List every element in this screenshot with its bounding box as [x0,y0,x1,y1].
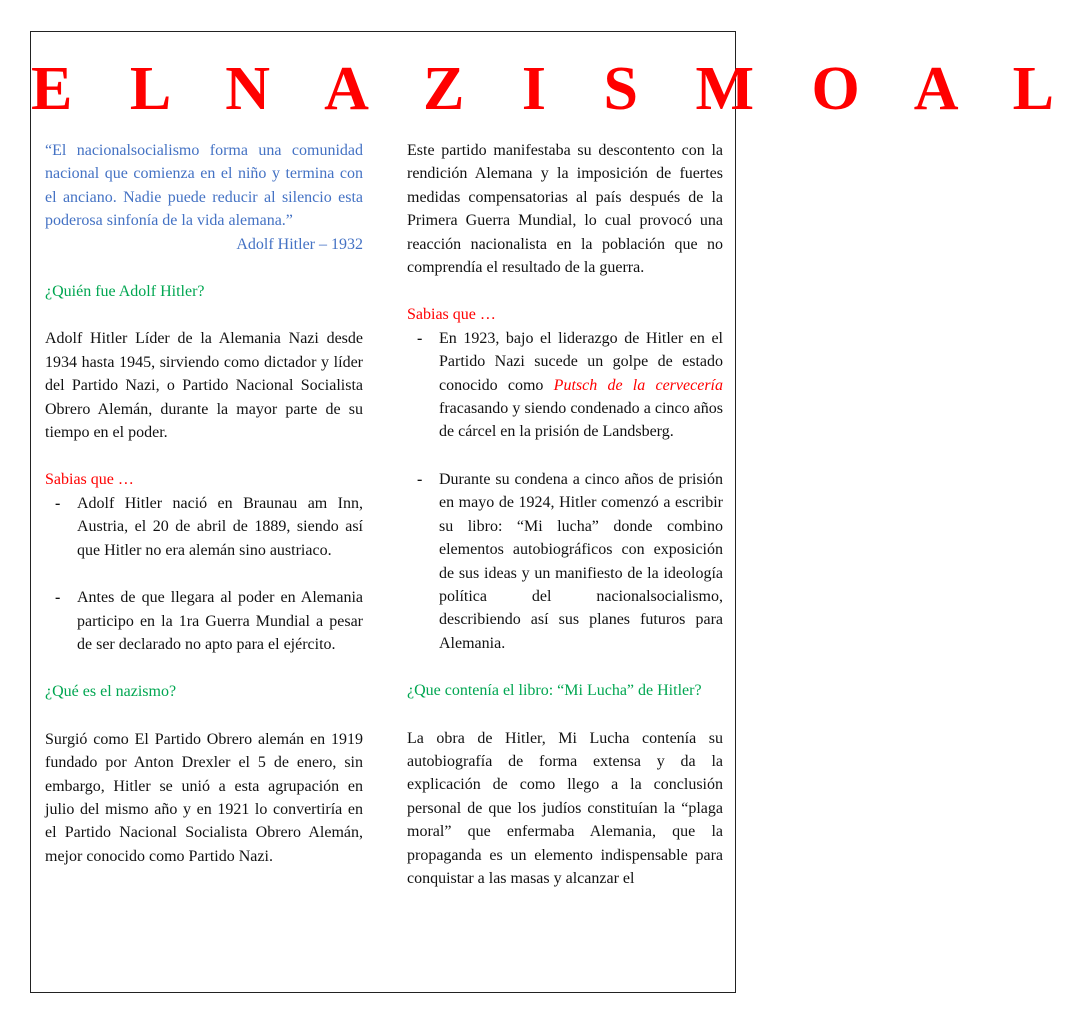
list-item-text: En 1923, bajo el liderazgo de Hitler en el Partido Nazi sucede un golpe de estado conocido como [439,329,723,394]
bullet-dash: - [55,589,61,607]
left-column [45,139,363,868]
right-column [407,139,723,890]
list-item-text: fracasando y siendo condenado a cinco años de cárcel en la prisión de Landsberg. [439,400,723,441]
list-item [407,327,723,444]
paragraph-what-is-nazism: Surgió como El Partido Obrero alemán en 1919 fundado por Anton Drexler el 5 de enero, sin embargo, Hitler se unió a esta agrupación en julio del mismo año y en 1921 lo convertiría en el Partido Nacional Socialista Obrero Alemán, mejor conocido como Partido Nazi. [45,730,363,865]
putsch-term: Putsch de la cervecería [553,376,723,394]
heading-who-was-hitler: ¿Quién fue Adolf Hitler? [45,283,205,301]
list-item-text: Antes de que llegara al poder en Alemania participo en la 1ra Guerra Mundial a pesar de ser declarado no apto para el ejército. [77,589,363,653]
page-title: E L N A Z I S M O A L [31,55,1075,123]
facts-list-right [407,327,723,655]
list-item-text: Adolf Hitler nació en Braunau am Inn, Austria, el 20 de abril de 1889, siendo así que Hitler no era alemán sino austriaco. [77,494,363,559]
list-item [407,468,723,655]
bullet-dash: - [55,494,61,512]
heading-sabias-que-right: Sabias que … [407,306,496,324]
list-item-text: Durante su condena a cinco años de prisión en mayo de 1924, Hitler comenzó a escribir su libro: “Mi lucha” donde combino elementos autobiográficos con exposición de sus ideas y un manifiesto de la ideología política del nacionalsocialismo, describiendo así sus planes futuros para Alemania. [439,470,723,652]
list-item [45,492,363,562]
list-item [45,586,363,656]
paragraph-party-discontent: Este partido manifestaba su descontento con la rendición Alemana y la imposición de fuertes medidas compensatorias al país después de la Primera Guerra Mundial, lo cual provocó una reacción nacionalista en la población que no comprendía el resultado de la guerra. [407,142,723,277]
bullet-dash: - [417,329,423,347]
heading-mi-lucha-content: ¿Que contenía el libro: “Mi Lucha” de Hitler? [407,682,702,700]
heading-what-is-nazism: ¿Qué es el nazismo? [45,683,177,701]
paragraph-mi-lucha-content: La obra de Hitler, Mi Lucha contenía su autobiografía de forma extensa y da la explicación de como llego a la conclusión personal de que los judíos constituían la “plaga moral” que enfermaba Alemania, que la propaganda es un elemento indispensable para conquistar a las masas y alcanzar el [407,729,723,887]
facts-list-left [45,492,363,656]
heading-sabias-que-left: Sabias que … [45,471,134,489]
hitler-quote: “El nacionalsocialismo forma una comunidad nacional que comienza en el niño y termina con el anciano. Nadie puede reducir al silencio esta poderosa sinfonía de la vida alemana.” [45,142,363,230]
paragraph-who-was-hitler: Adolf Hitler Líder de la Alemania Nazi desde 1934 hasta 1945, sirviendo como dictador y líder del Partido Nazi, o Partido Nacional Socialista Obrero Alemán, durante la mayor parte de su tiempo en el poder. [45,330,363,442]
quote-author: Adolf Hitler – 1932 [236,235,363,253]
document-page [30,31,1075,993]
bullet-dash: - [417,470,423,488]
